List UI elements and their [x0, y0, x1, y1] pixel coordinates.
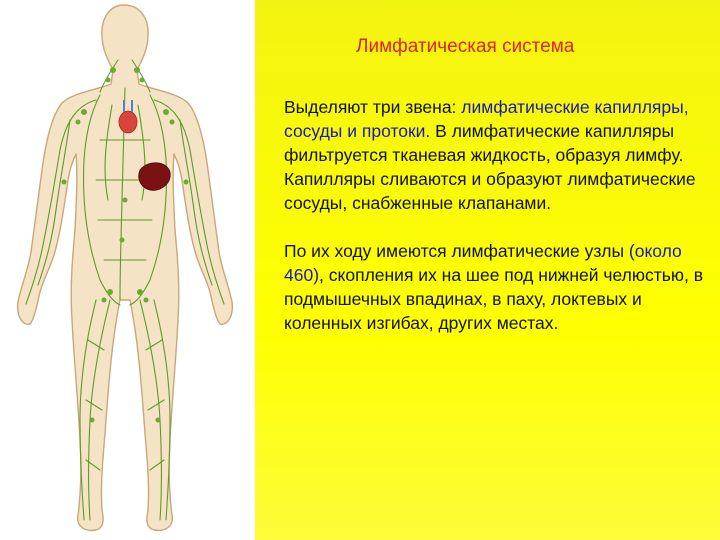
paragraph-1 — [284, 95, 704, 215]
paragraph-1-highlight: лимфатические капилляры, сосуды и протоки. — [284, 97, 689, 141]
body-silhouette — [18, 5, 233, 530]
paragraph-1-rest: В лимфатические капилляры фильтруется тканевая жидкость, образуя лимфу. Капилляры сливаются и образуют лимфатические сосуды, снабженные клапанами. — [284, 121, 696, 213]
paragraph-2 — [284, 239, 704, 335]
paragraph-2-highlight: (около 460) — [284, 241, 682, 285]
slide-body — [284, 95, 704, 335]
lymphatic-system-figure — [0, 0, 255, 540]
paragraph-2-lead: По их ходу имеются лимфатические узлы — [284, 241, 629, 261]
paragraph-1-lead: Выделяют три звена: — [284, 97, 462, 117]
illustration-panel — [0, 0, 255, 540]
slide-title: Лимфатическая система — [356, 36, 575, 57]
paragraph-2-rest: , скопления их на шее под нижней челюстью, в подмышечных впадинах, в паху, локтевых и коленных изгибах, других местах. — [284, 265, 704, 333]
